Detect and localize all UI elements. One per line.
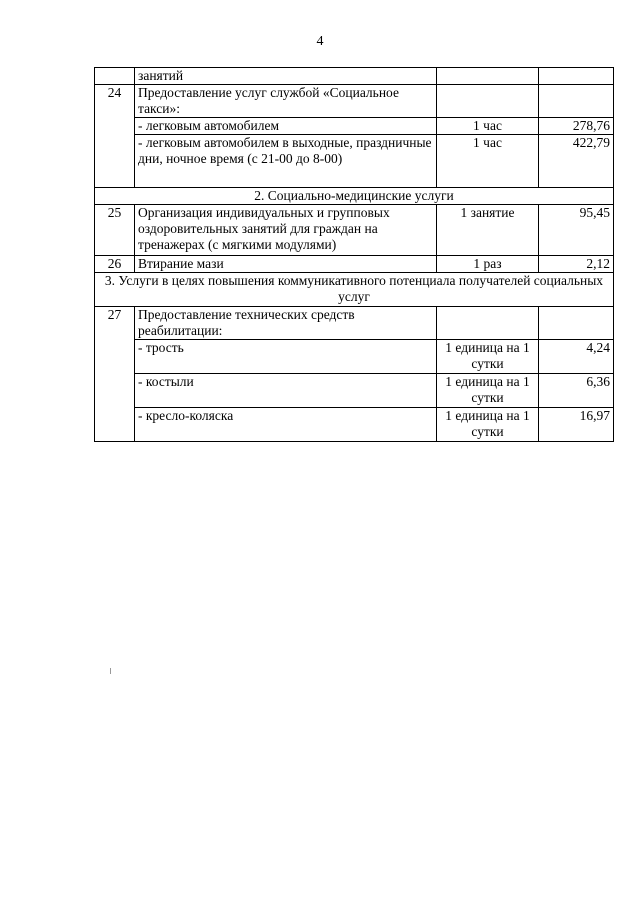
service-name-cell: Организация индивидуальных и групповых оздоровительных занятий для граждан на тренажерах (с мягкими модулями) [135,205,437,256]
section-heading: 2. Социально-медицинские услуги [95,188,614,205]
unit-cell [437,68,539,85]
service-name-cell: - легковым автомобилем [135,118,437,135]
unit-cell: 1 час [437,135,539,188]
price-cell: 2,12 [539,256,614,273]
row-number: 27 [95,307,135,442]
price-cell: 16,97 [539,408,614,442]
price-cell: 95,45 [539,205,614,256]
service-name-cell: Предоставление услуг службой «Социальное такси»: [135,85,437,118]
service-name-cell: занятий [135,68,437,85]
unit-cell [437,85,539,118]
row-number: 24 [95,85,135,188]
unit-cell: 1 единица на 1 сутки [437,374,539,408]
service-name-cell: - кресло-коляска [135,408,437,442]
service-name-cell: Предоставление технических средств реабилитации: [135,307,437,340]
page-number: 4 [316,34,324,49]
table-row [95,68,614,85]
table-row [95,118,614,135]
service-name-cell: - трость [135,340,437,374]
service-name-cell: - легковым автомобилем в выходные, праздничные дни, ночное время (с 21-00 до 8-00) [135,135,437,188]
section-row [95,188,614,205]
table-row [95,205,614,256]
services-tariff-table [94,67,614,442]
table-row [95,85,614,118]
service-name-cell: - костыли [135,374,437,408]
unit-cell: 1 единица на 1 сутки [437,340,539,374]
table-row [95,307,614,340]
section-row [95,273,614,307]
unit-cell [437,307,539,340]
scan-artifact [110,668,111,674]
unit-cell: 1 занятие [437,205,539,256]
unit-cell: 1 единица на 1 сутки [437,408,539,442]
unit-cell: 1 час [437,118,539,135]
row-number: 25 [95,205,135,256]
row-number: 26 [95,256,135,273]
service-name-cell: Втирание мази [135,256,437,273]
price-cell [539,68,614,85]
price-cell [539,85,614,118]
section-heading: 3. Услуги в целях повышения коммуникативного потенциала получателей социальных услуг [95,273,614,307]
table-row [95,256,614,273]
price-cell: 422,79 [539,135,614,188]
unit-cell: 1 раз [437,256,539,273]
price-cell: 4,24 [539,340,614,374]
price-cell: 6,36 [539,374,614,408]
num-cell [95,68,135,85]
table-row [95,135,614,188]
table-row [95,340,614,374]
table-row [95,408,614,442]
price-cell: 278,76 [539,118,614,135]
price-cell [539,307,614,340]
table-row [95,374,614,408]
